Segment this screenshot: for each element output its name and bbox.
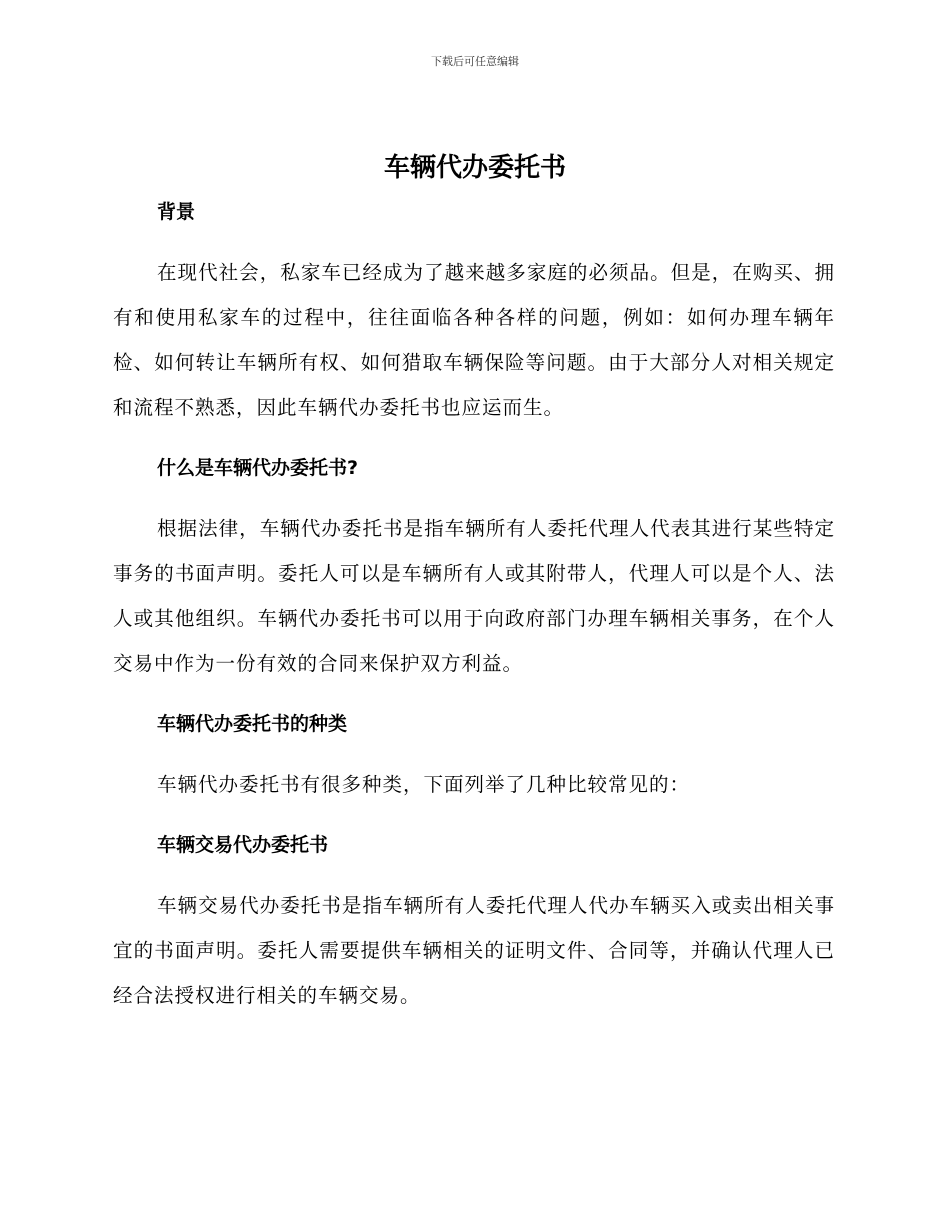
section-heading: 车辆代办委托书的种类	[157, 713, 348, 735]
page-header-note: 下载后可任意编辑	[431, 55, 519, 68]
section-paragraph: 根据法律，车辆代办委托书是指车辆所有人委托代理人代表其进行某些特定事务的书面声明。委托人可以是车辆所有人或其附带人，代理人可以是个人、法人或其他组织。车辆代办委托书可以用于向政府部门办理车辆相关事务，在个人交易中作为一份有效的合同来保护双方利益。	[113, 517, 835, 675]
section-heading: 车辆交易代办委托书	[157, 834, 329, 856]
section-paragraph: 在现代社会，私家车已经成为了越来越多家庭的必须品。但是，在购买、拥有和使用私家车的过程中，往往面临各种各样的问题，例如：如何办理车辆年检、如何转让车辆所有权、如何猎取车辆保险等问题。由于大部分人对相关规定和流程不熟悉，因此车辆代办委托书也应运而生。	[113, 261, 835, 419]
section-heading: 什么是车辆代办委托书?	[157, 457, 359, 479]
document-title: 车辆代办委托书	[383, 153, 566, 183]
section-types	[113, 708, 835, 807]
section-heading: 背景	[157, 201, 196, 223]
document-body	[113, 196, 835, 1018]
section-transaction	[113, 829, 835, 1018]
section-paragraph: 车辆交易代办委托书是指车辆所有人委托代理人代办车辆买入或卖出相关事宜的书面声明。委托人需要提供车辆相关的证明文件、合同等，并确认代理人已经合法授权进行相关的车辆交易。	[113, 894, 835, 1007]
section-background	[113, 196, 835, 430]
section-what-is	[113, 452, 835, 686]
section-paragraph: 车辆代办委托书有很多种类，下面列举了几种比较常见的：	[157, 773, 691, 796]
